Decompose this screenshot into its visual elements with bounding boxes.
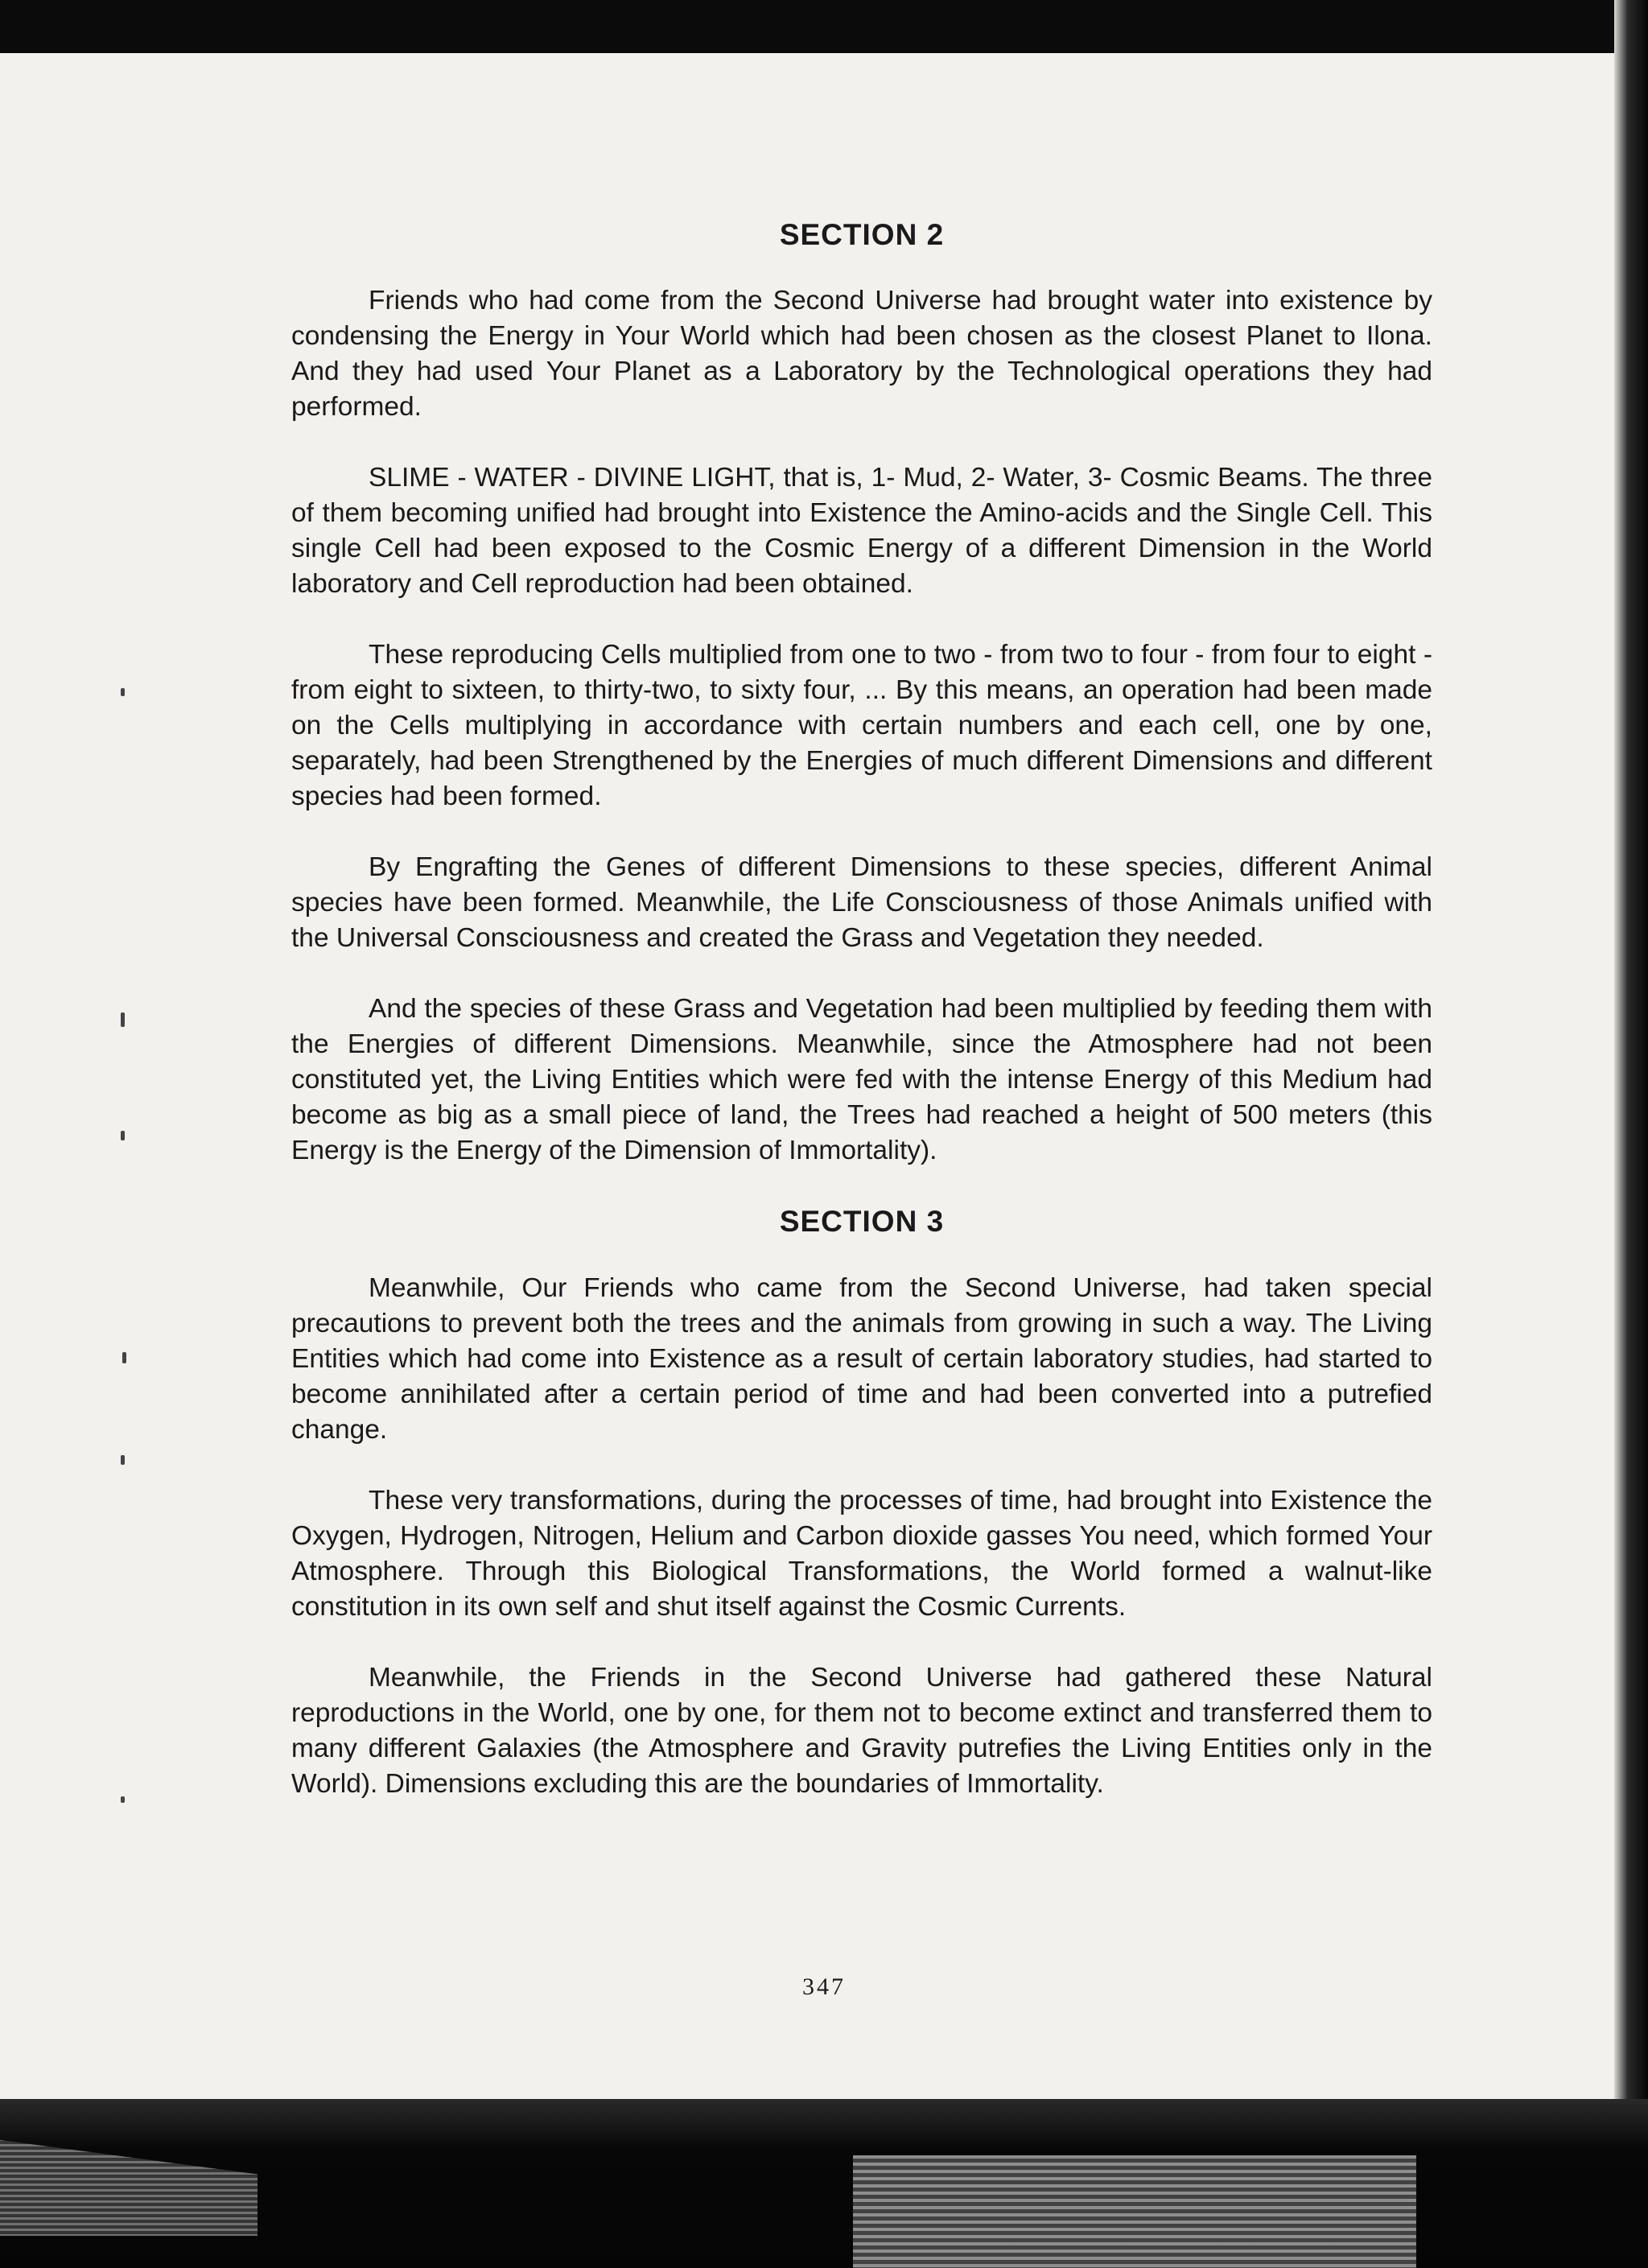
page-body: [291, 217, 1432, 1837]
section-2-heading: SECTION 2: [779, 218, 945, 251]
section-3-paragraph-3: Meanwhile, the Friends in the Second Universe had gathered these Natural reproductions in the World, one by one, for them not to become extinct and transferred them to many different Galaxies (the Atmosphere and Gravity putrefies the Living Entities only in the World). Dimensions excluding this are the boundaries of Immortality.: [291, 1662, 1432, 1799]
margin-mark: [121, 688, 125, 696]
section-2-paragraph-3: These reproducing Cells multiplied from one to two - from two to four - from four to eight - from eight to sixteen, to thirty-two, to sixty four, ... By this means, an operation had been made on the Cells multiplying in accordance with certain numbers and each cell, one by one, separately, had been Strengthened by the Energies of much different Dimensions and different species had been formed.: [291, 640, 1432, 812]
scan-top-border: [0, 0, 1648, 53]
section-2-paragraph-4: By Engrafting the Genes of different Dimensions to these species, different Animal species have been formed. Meanwhile, the Life Consciousness of those Animals unified with the Universal Consciousness and created the Grass and Vegetation they needed.: [291, 852, 1432, 954]
page-number: 347: [802, 1973, 846, 2000]
section-2-paragraph-1: Friends who had come from the Second Universe had brought water into existence by condensing the Energy in Your World which had been chosen as the closest Planet to Ilona. And they had used Your Planet as a Laboratory by the Technological operations they had performed.: [291, 286, 1432, 423]
margin-mark: [121, 1012, 125, 1027]
section-3-paragraph-1: Meanwhile, Our Friends who came from the Second Universe, had taken special precautions to prevent both the trees and the animals from growing in such a way. The Living Entities which had come into Existence as a result of certain laboratory studies, had started to become annihilated after a certain period of time and had been converted into a putrefied change.: [291, 1272, 1432, 1445]
margin-mark: [122, 1352, 126, 1363]
section-2-paragraph-2: SLIME - WATER - DIVINE LIGHT, that is, 1- Mud, 2- Water, 3- Cosmic Beams. The three of them becoming unified had brought into Existence the Amino-acids and the Single Cell. This single Cell had been exposed to the Cosmic Energy of a different Dimension in the World laboratory and Cell reproduction had been obtained.: [291, 463, 1432, 600]
scan-right-border: [1614, 0, 1648, 2268]
scan-artifact-right: [853, 2155, 1416, 2268]
section-2-paragraph-5: And the species of these Grass and Vegetation had been multiplied by feeding them with the Energies of different Dimensions. Meanwhile, since the Atmosphere had not been constituted yet, the Living Entities which were fed with the intense Energy of this Medium had become as big as a small piece of land, the Trees had reached a height of 500 meters (this Energy is the Energy of the Dimension of Immortality).: [291, 994, 1432, 1166]
section-3-paragraph-2: These very transformations, during the processes of time, had brought into Existence the Oxygen, Hydrogen, Nitrogen, Helium and Carbon dioxide gasses You need, which formed Your Atmosphere. Through this Biological Transformations, the World formed a walnut-like constitution in its own self and shut itself against the Cosmic Currents.: [291, 1485, 1432, 1622]
margin-mark: [121, 1131, 125, 1140]
margin-mark: [121, 1796, 125, 1803]
section-3-heading: SECTION 3: [779, 1205, 945, 1239]
margin-mark: [121, 1455, 125, 1465]
